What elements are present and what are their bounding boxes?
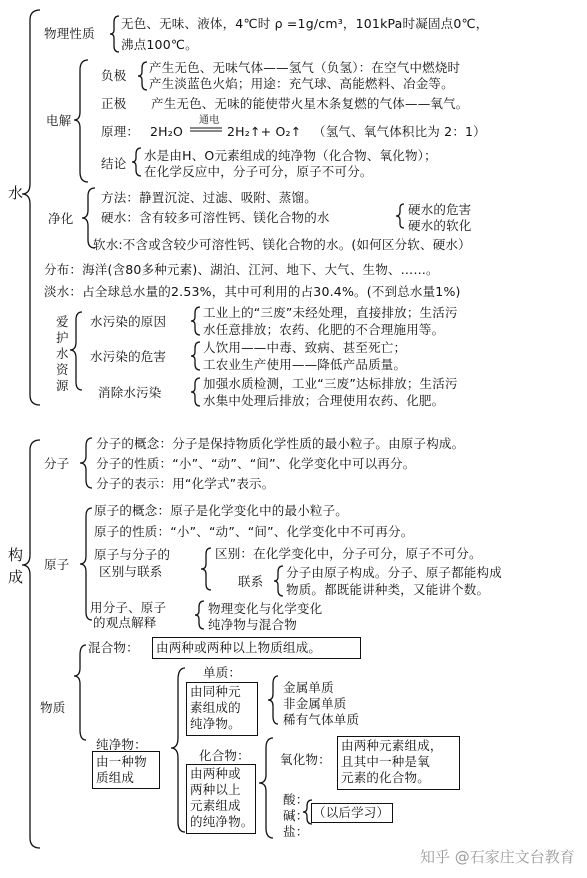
relation-label-line2: 区别与联系 — [99, 564, 163, 579]
pollution-causes-label: 水污染的原因 — [90, 314, 167, 329]
view-line2: 纯净物与混合物 — [208, 617, 297, 632]
pollution-remedy-label: 消除水污染 — [98, 385, 162, 400]
physical-properties-line2: 沸点100℃。 — [121, 37, 198, 52]
connection-line2: 物质。都既能讲种类，又能讲个数。 — [286, 582, 490, 597]
element-def-line2: 素组成的 — [190, 700, 241, 715]
compound-def-line3: 元素组成 — [190, 798, 241, 813]
principle-note: （氢气、氧气体积比为 2：1） — [313, 124, 486, 139]
positive-electrode-text: 产生无色、无味的能使带火星木条复燃的气体——氧气。 — [151, 96, 469, 111]
water-distribution: 分布：海洋(含80多种元素)、湖泊、江河、地下、大气、生物、……。 — [44, 262, 439, 277]
element-def-line3: 纯净物。 — [190, 716, 241, 731]
physical-properties-line1: 无色、无味、液体，4℃时 ρ =1g/cm³，101kPa时凝固点0℃， — [121, 16, 489, 31]
molecule-label: 分子 — [44, 456, 70, 471]
soft-water-definition: 软水:不含或含较少可溶性钙、镁化合物的水。(如何区分软、硬水） — [93, 237, 471, 252]
principle-products: 2H₂↑+ O₂↑ — [227, 124, 302, 139]
molecule-property: 分子的性质：“小”、“动”、“间”、化学变化中可以再分。 — [96, 456, 416, 471]
element-def-line1: 由同种元 — [190, 684, 241, 699]
hard-water-harm: 硬水的危害 — [408, 202, 472, 217]
atom-concept: 原子的概念：原子是化学变化中的最小粒子。 — [94, 503, 349, 518]
view-label-line1: 用分子、原子 — [90, 600, 167, 615]
negative-electrode-label: 负极 — [101, 68, 127, 83]
connection-line1: 分子由原子构成。分子、原子都能构成 — [286, 565, 502, 580]
pollution-causes-line1: 工业上的“三废”未经处理，直接排放；生活污 — [203, 305, 458, 320]
composition-title-char-2: 成 — [8, 568, 24, 586]
electrolysis-label: 电解 — [46, 113, 72, 128]
principle-condition: 通电 — [199, 115, 220, 126]
base-label: 碱： — [283, 808, 309, 823]
positive-electrode-label: 正极 — [101, 96, 127, 111]
fresh-water: 淡水：占全球总水量的2.53%，其中可利用的占30.4%。(不到总水量1%) — [44, 284, 461, 299]
pure-def-line2: 质组成 — [96, 770, 135, 785]
view-line1: 物理变化与化学变化 — [208, 601, 323, 616]
purification-label: 净化 — [48, 211, 74, 226]
atom-property: 原子的性质：“小”、“动”、“间”、化学变化中不可再分。 — [94, 524, 414, 539]
conclusion-label: 结论 — [101, 156, 127, 171]
protect-label-char-1: 爱 — [56, 314, 69, 329]
element-type-noble-gas: 稀有气体单质 — [283, 712, 360, 727]
salt-label: 盐： — [283, 824, 309, 839]
pollution-remedy-line1: 加强水质检测，工业“三废”达标排放；生活污 — [203, 376, 458, 391]
mixture-label: 混合物： — [88, 640, 139, 655]
substance-label: 物质 — [40, 700, 66, 715]
conclusion-line2: 在化学反应中，分子可分，原子不可分。 — [144, 164, 373, 179]
compound-label: 化合物： — [199, 748, 250, 763]
pollution-harm-label: 水污染的危害 — [90, 349, 167, 364]
mixture-definition: 由两种或两种以上物质组成。 — [156, 640, 322, 655]
negative-electrode-line1: 产生无色、无味气体——氢气（负氢）：在空气中燃烧时 — [149, 60, 461, 75]
pollution-harm-line2: 工农业生产使用——降低产品质量。 — [203, 357, 407, 372]
acid-label: 酸： — [283, 792, 309, 807]
oxide-def-line2: 且其中一种是氧 — [341, 754, 430, 769]
element-type-metal: 金属单质 — [283, 680, 334, 695]
pollution-remedy-line2: 水集中处理后排放；合理使用农药、化肥。 — [203, 393, 445, 408]
compound-def-line1: 由两种或 — [190, 766, 241, 781]
pollution-causes-line2: 水任意排放；农药、化肥的不合理施用等。 — [203, 322, 445, 337]
molecule-concept: 分子的概念：分子是保持物质化学性质的最小粒子。由原子构成。 — [96, 436, 465, 451]
watermark: 知乎 @石家庄文台教育 — [420, 848, 575, 866]
connection-label: 联系 — [238, 574, 264, 589]
molecule-representation: 分子的表示：用“化学式”表示。 — [96, 476, 275, 491]
pure-def-line1: 由一种物 — [96, 754, 147, 769]
hard-water-softening: 硬水的软化 — [408, 218, 472, 233]
protect-label-char-3: 水 — [56, 346, 69, 361]
oxide-def-line3: 元素的化合物。 — [341, 770, 430, 785]
oxide-def-line1: 由两种元素组成， — [341, 738, 443, 753]
composition-title-char-1: 构 — [8, 546, 24, 564]
element-label: 单质： — [203, 665, 242, 680]
protect-label-char-4: 资 — [56, 362, 69, 377]
negative-electrode-line2: 产生淡蓝色火焰；用途：充气球、高能燃料、冶金等。 — [149, 76, 454, 91]
water-title: 水 — [8, 184, 24, 202]
protect-label-char-5: 源 — [56, 378, 69, 393]
later-study-text: （以后学习） — [313, 805, 390, 820]
oxide-label: 氧化物： — [280, 752, 331, 767]
pollution-harm-line1: 人饮用——中毒、致病、甚至死亡； — [203, 340, 407, 355]
principle-label: 原理： — [101, 124, 140, 139]
atom-label: 原子 — [44, 557, 70, 572]
pure-substance-label: 纯净物： — [96, 737, 147, 752]
physical-properties-label: 物理性质 — [44, 26, 95, 41]
hard-water-definition: 硬水：含有较多可溶性钙、镁化合物的水 — [101, 210, 330, 225]
compound-def-line2: 两种以上 — [190, 782, 241, 797]
atom-molecule-difference: 区别：在化学变化中，分子可分，原子不可分。 — [215, 546, 482, 561]
protect-label-char-2: 护 — [56, 330, 69, 345]
purification-methods: 方法：静置沉淀、过滤、吸附、蒸馏。 — [101, 190, 317, 205]
view-label-line2: 的观点解释 — [93, 615, 157, 630]
conclusion-line1: 水是由H、O元素组成的纯净物（化合物、氧化物）； — [144, 148, 437, 163]
compound-def-line4: 的纯净物。 — [190, 814, 254, 829]
element-type-nonmetal: 非金属单质 — [283, 696, 347, 711]
principle-reactant: 2H₂O — [150, 124, 184, 139]
relation-label-line1: 原子与分子的 — [94, 547, 171, 562]
